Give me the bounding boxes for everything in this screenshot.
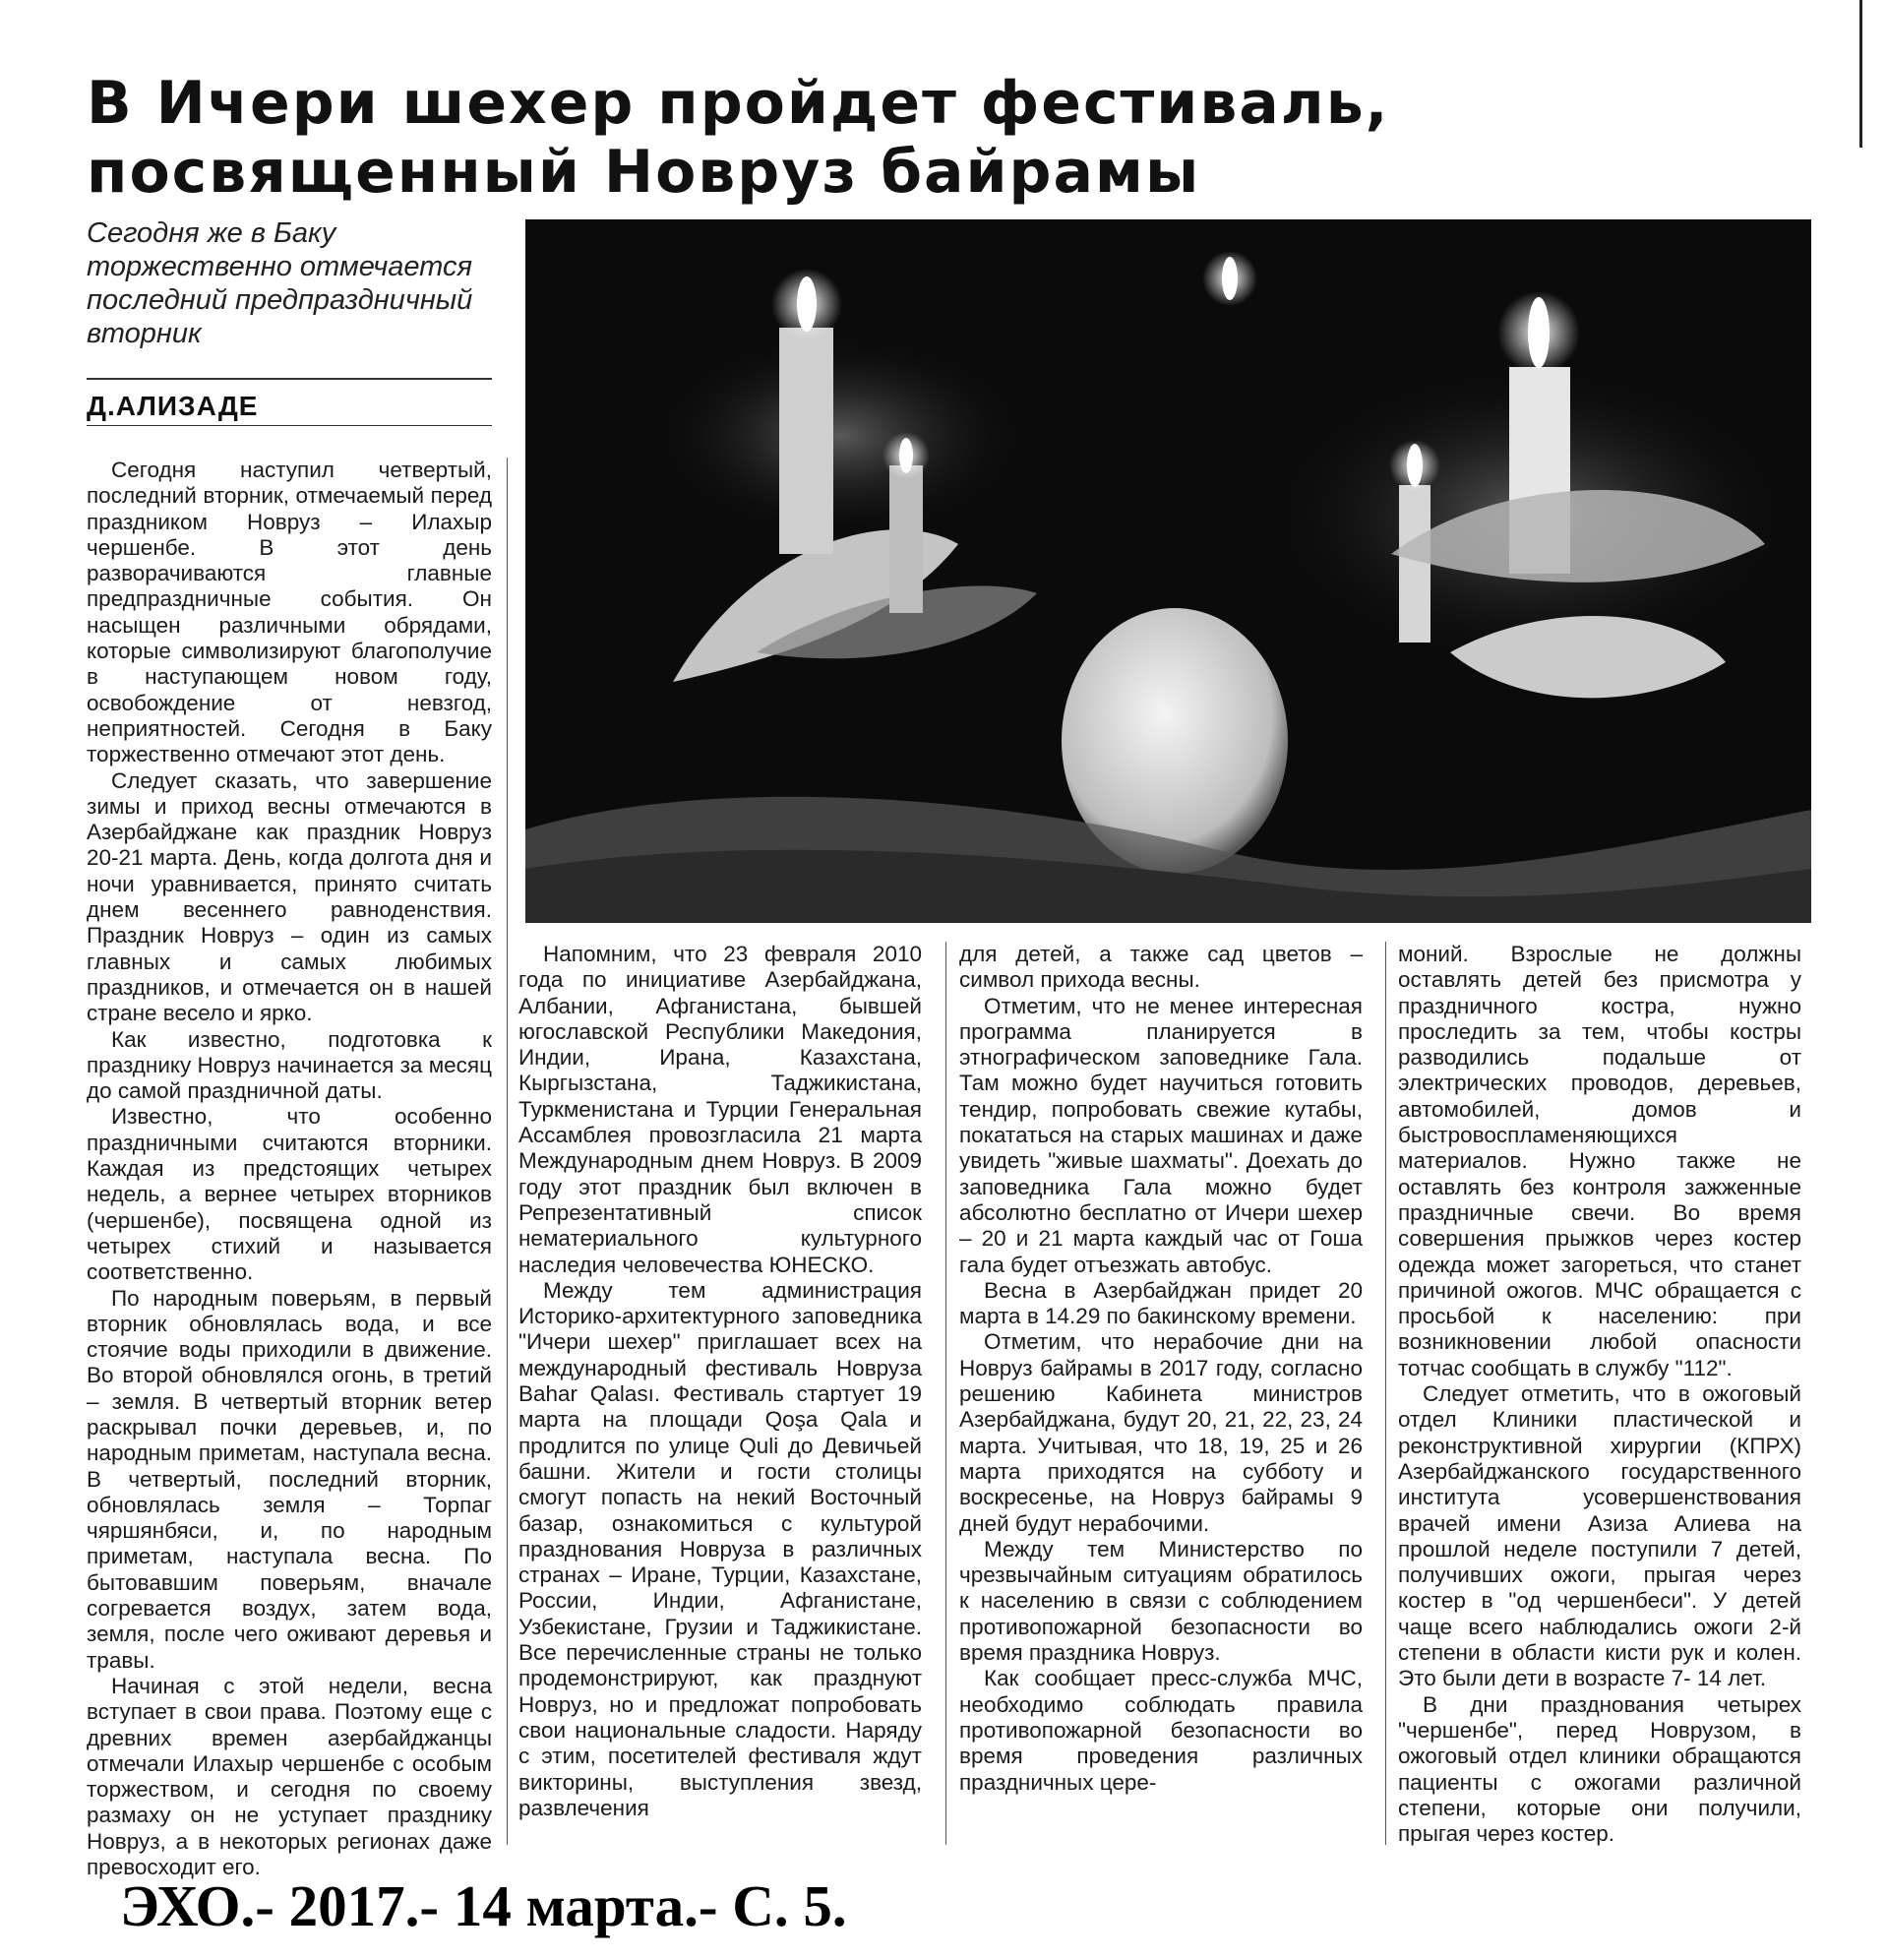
column-divider-2 <box>945 942 946 1845</box>
author-byline: Д.АЛИЗАДЕ <box>87 391 259 421</box>
article-lead: Сегодня же в Баку торжественно отмечается последний предпраздничный вторник <box>87 217 473 349</box>
paragraph: Следует отметить, что в ожоговый отдел Клиники пластической и реконструктивной хирургии (КПРХ) Азербайджанского государственного института усовершенствования врачей имени Азиза Алиева на прошлой неделе поступили 7 детей, получивших ожоги, прыгая через костер в "од чершенбеси". У детей чаще всего наблюдались ожоги 2-й степени в области кисти рук и колен. Это были дети в возрасте 7- 14 лет. <box>1398 1381 1801 1691</box>
byline-divider <box>87 425 492 426</box>
source-citation: ЭХО.- 2017.- 14 марта.- С. 5. <box>120 1873 847 1938</box>
paragraph: Известно, что особенно праздничными считаются вторники. Каждая из предстоящих четырех недель, а вернее четырех вторников (чершенбе), посвящена одной из четырех стихий и называется соответственно. <box>87 1104 492 1285</box>
paragraph: В дни празднования четырех "чершенбе", перед Новрузом, в ожоговый отдел клиники обращаются пациенты с ожогами различной степени, которые они получили, прыгая через костер. <box>1398 1691 1801 1847</box>
article-column-1 <box>87 458 492 1880</box>
article-column-2 <box>518 942 922 1821</box>
column-divider-1 <box>507 458 508 1845</box>
paragraph: Отметим, что не менее интересная программа планируется в этнографическом заповеднике Гала. Там можно будет научиться готовить тендир, попробовать свежие кутабы, покататься на старых машинах и даже увидеть "живые шахматы". Доехать до заповедника Гала можно будет абсолютно бесплатно от Ичери шехер – 20 и 21 марта каждый час от Гоша гала будет отъезжать автобус. <box>959 993 1363 1277</box>
paragraph: Напомним, что 23 февраля 2010 года по инициативе Азербайджана, Албании, Афганистана, бывшей югославской Республики Македония, Индии, Ирана, Казахстана, Кыргызстана, Таджикистана, Туркменистана и Турции Генеральная Ассамблея провозгласила 21 марта Международным днем Новруз. В 2009 году этот праздник был включен в Репрезентативный список нематериального культурного наследия человечества ЮНЕСКО. <box>518 942 922 1277</box>
paragraph: Весна в Азербайджан придет 20 марта в 14.29 по бакинскому времени. <box>959 1277 1363 1329</box>
paragraph: Начиная с этой недели, весна вступает в свои права. Поэтому еще с древних времен азербайджанцы отмечали Илахыр чершенбе с особым торжеством, и сегодня по своему размаху он не уступает празднику Новруз, а в некоторых регионах даже превосходит его. <box>87 1673 492 1880</box>
article-photo-candles <box>525 219 1811 923</box>
lead-divider-dotted <box>87 378 492 380</box>
column-divider-3 <box>1385 942 1386 1845</box>
article-headline <box>87 69 1562 207</box>
headline-line-2: посвященный Новруз байрамы <box>87 138 1201 207</box>
paragraph: моний. Взрослые не должны оставлять детей без присмотра у праздничного костра, нужно проследить за тем, чтобы костры разводились подальше от электрических проводов, деревьев, автомобилей, домов и быстровоспламеняющихся материалов. Нужно также не оставлять без контроля зажженные праздничные свечи. Во время совершения прыжков через костер одежда может загореться, что станет причиной ожогов. МЧС обращается с просьбой к населению: при возникновении любой опасности тотчас сообщать в службу "112". <box>1398 942 1801 1380</box>
candles-illustration <box>525 219 1811 923</box>
page-edge-mark <box>1859 0 1862 148</box>
paragraph: Как сообщает пресс-служба МЧС, необходимо соблюдать правила противопожарной безопасности во время проведения различных праздничных цере- <box>959 1666 1363 1795</box>
paragraph: Между тем Министерство по чрезвычайным ситуациям обратилось к населению в связи с соблюдением противопожарной безопасности во время праздника Новруз. <box>959 1536 1363 1666</box>
paragraph: Отметим, что нерабочие дни на Новруз байрамы в 2017 году, согласно решению Кабинета министров Азербайджана, будут 20, 21, 22, 23, 24 марта. Учитывая, что 18, 19, 25 и 26 марта приходятся на субботу и воскресенье, на Новруз байрамы 9 дней будут нерабочими. <box>959 1329 1363 1536</box>
paragraph: для детей, а также сад цветов – символ прихода весны. <box>959 942 1363 993</box>
article-column-4 <box>1398 942 1801 1847</box>
paragraph: По народным поверьям, в первый вторник обновлялась вода, и все стоячие воды приходили в движение. Во второй обновлялся огонь, в третий – земля. В четвертый вторник ветер раскрывал почки деревьев, и, по народным приметам, наступала весна. В четвертый, последний вторник, обновлялась земля – Торпаг чяршянбяси, и, по народным приметам, наступала весна. По бытовавшим поверьям, вначале согревается воздух, затем вода, земля, после чего оживают деревья и травы. <box>87 1285 492 1673</box>
paragraph: Как известно, подготовка к празднику Новруз начинается за месяц до самой праздничной даты. <box>87 1026 492 1104</box>
article-column-3 <box>959 942 1363 1796</box>
paragraph: Между тем администрация Историко-архитектурного заповедника "Ичери шехер" приглашает всех на международный фестиваль Новруза Bahar Qalası. Фестиваль стартует 19 марта на площади Qoşa Qala и продлится по улице Quli до Девичьей башни. Жители и гости столицы смогут попасть на некий Восточный базар, ознакомиться с культурой празднования Новруза в различных странах – Иране, Турции, Казахстане, России, Индии, Афганистане, Узбекистане, Грузии и Таджикистане. Все перечисленные страны не только продемонстрируют, как празднуют Новруз, но и предложат попробовать свои национальные сладости. Наряду с этим, посетителей фестиваля ждут викторины, выступления звезд, развлечения <box>518 1277 922 1820</box>
paragraph: Сегодня наступил четвертый, последний вторник, отмечаемый перед праздником Новруз – Илахыр чершенбе. В этот день разворачиваются главные предпраздничные события. Он насыщен различными обрядами, которые символизируют благополучие в наступающем новом году, освобождение от невзгод, неприятностей. Сегодня в Баку торжественно отмечают этот день. <box>87 458 492 767</box>
headline-line-1: В Ичери шехер пройдет фестиваль, <box>87 69 1390 138</box>
paragraph: Следует сказать, что завершение зимы и приход весны отмечаются в Азербайджане как праздник Новруз 20-21 марта. День, когда долгота дня и ночи уравнивается, принято считать днем весеннего равноденствия. Праздник Новруз – один из самых главных и самых любимых праздников, и отмечается он в нашей стране весело и ярко. <box>87 767 492 1026</box>
